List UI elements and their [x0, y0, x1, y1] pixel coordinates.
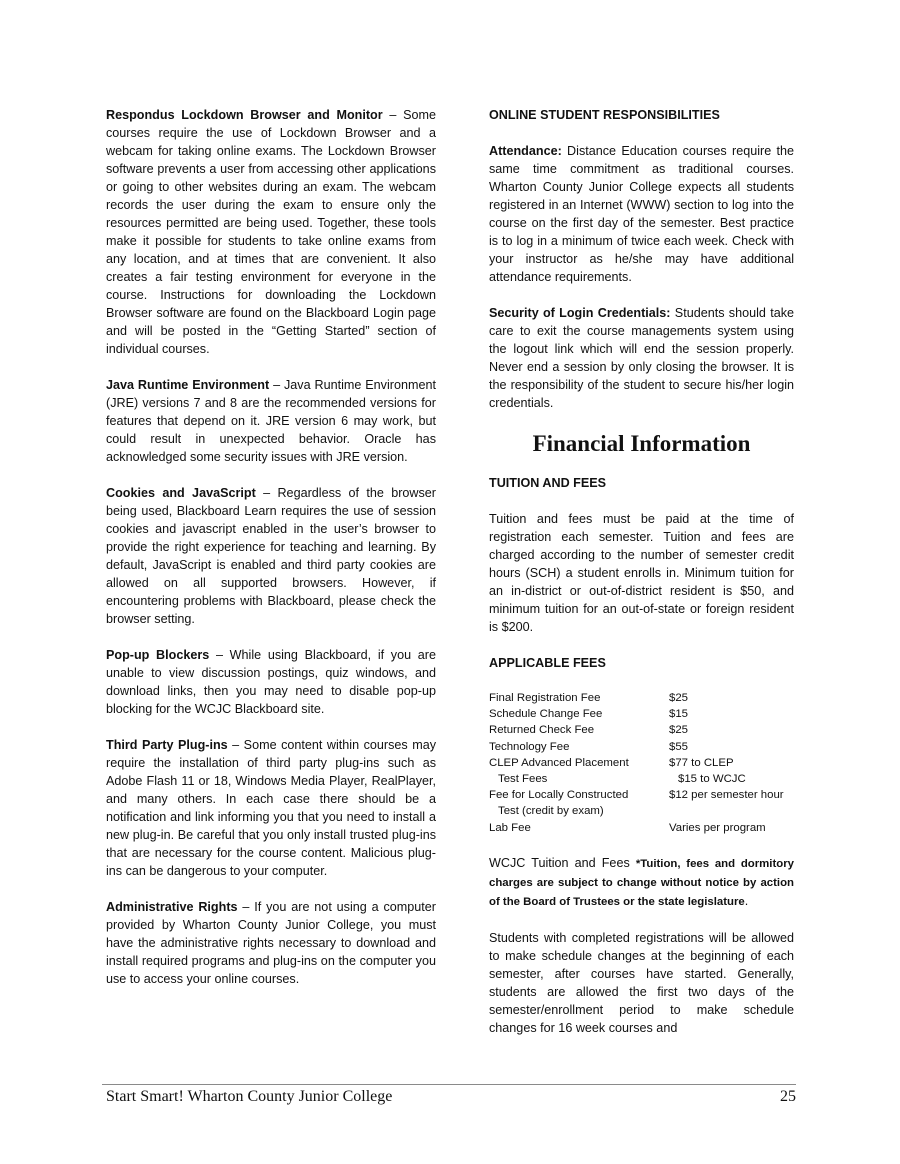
- fee-value: $25: [669, 724, 689, 737]
- financial-information-title: Financial Information: [532, 431, 751, 456]
- popup-blockers-paragraph: Pop-up Blockers – While using Blackboard, if you are unable to view discussion postings, quiz windows, and download links, then you may need to disable pop-up blocking for the WCJC Blackboard site.: [106, 648, 436, 716]
- fee-row: [489, 787, 794, 803]
- right-column: [489, 106, 794, 1055]
- tuition-fees-heading: TUITION AND FEES: [489, 476, 607, 490]
- cookies-javascript-heading: Cookies and JavaScript: [106, 486, 256, 500]
- administrative-rights-heading: Administrative Rights: [106, 900, 238, 914]
- fee-row: [489, 722, 794, 738]
- fee-row: [489, 803, 794, 819]
- attendance-heading: Attendance:: [489, 144, 562, 158]
- wcjc-fees-label: WCJC Tuition and Fees: [489, 855, 636, 870]
- fee-name: Schedule Change Fee: [489, 708, 603, 721]
- fee-value: $15: [669, 708, 689, 721]
- java-runtime-heading: Java Runtime Environment: [106, 378, 270, 392]
- popup-blockers-heading: Pop-up Blockers: [106, 648, 210, 662]
- fee-row: [489, 706, 794, 722]
- applicable-fees-heading: APPLICABLE FEES: [489, 656, 606, 670]
- attendance-paragraph: Attendance: Distance Education courses require the same time commitment as traditional courses. Wharton County Junior College expects all students registered in an Internet (WWW) section to log into the course on the first day of the semester. Best practice is to log in a minimum of twice each week. Check with your instructor as he/she may have additional attendance requirements.: [489, 144, 794, 284]
- fee-row: [489, 739, 794, 755]
- fee-value: $77 to CLEP: [669, 756, 734, 769]
- fee-name: Lab Fee: [489, 821, 531, 834]
- fee-row: [489, 690, 794, 706]
- third-party-plugins-heading: Third Party Plug-ins: [106, 738, 228, 752]
- fee-value: [678, 803, 794, 819]
- fee-value: $25: [669, 692, 689, 704]
- schedule-changes-paragraph: Students with completed registrations will be allowed to make schedule changes at the beginning of each semester, after courses have started. Generally, students are allowed the first two days of the semester/enrollment period to make schedule changes for 16 week courses and: [489, 930, 794, 1035]
- fee-value: $55: [669, 740, 689, 753]
- footer-divider: [102, 1084, 796, 1085]
- fee-name: Returned Check Fee: [489, 724, 595, 737]
- fees-table: [489, 690, 794, 836]
- fee-row: [489, 755, 794, 771]
- page-footer: [106, 1087, 796, 1107]
- wcjc-fees-note-paragraph: WCJC Tuition and Fees *Tuition, fees and dormitory charges are subject to change without notice by action of the Board of Trustees or the state legislature.: [489, 855, 794, 908]
- footer-title: Start Smart! Wharton County Junior College: [106, 1088, 393, 1105]
- fee-name: Test (credit by exam): [498, 805, 604, 818]
- security-paragraph: Security of Login Credentials: Students should take care to exit the course managements system using the logout link which will end the session properly. Never end a session by only closing the browser. It is the responsibility of the student to secure his/her login credentials.: [489, 306, 795, 410]
- administrative-rights-paragraph: Administrative Rights – If you are not using a computer provided by Wharton County Junior College, you must have the administrative rights necessary to download and install required programs and plug-ins on the computer you use to access your online courses.: [106, 900, 436, 986]
- fee-name: Technology Fee: [489, 740, 570, 753]
- fee-row: [489, 820, 794, 836]
- responsibilities-heading: ONLINE STUDENT RESPONSIBILITIES: [489, 108, 720, 122]
- wcjc-fees-disclaimer: *Tuition, fees and dormitory charges are subject to change without notice by action of the Board of Trustees or the state legislature: [489, 857, 794, 908]
- fee-value: $12 per semester hour: [669, 789, 784, 802]
- cookies-javascript-paragraph: Cookies and JavaScript – Regardless of the browser being used, Blackboard Learn requires the use of session cookies and javascript enabled in the user’s browser to provide the right experience for teaching and learning. By default, JavaScript is enabled and third party cookies are allowed on all supported browsers. However, if encountering problems with Blackboard, please check the browser setting.: [106, 486, 436, 626]
- fee-name: Fee for Locally Constructed: [489, 789, 629, 802]
- fee-name: Test Fees: [498, 773, 548, 786]
- third-party-plugins-paragraph: Third Party Plug-ins – Some content within courses may require the installation of third party plug-ins such as Adobe Flash 11 or 18, Windows Media Player, RealPlayer, and many others. In each case there should be a notification and link informing you that you need to install a new plug-in. Be careful that you only install trusted plug-ins that are necessary for the course content. Malicious plug-ins can be dangerous to your computer.: [106, 738, 437, 878]
- fee-value: Varies per program: [669, 821, 766, 834]
- lockdown-browser-heading: Respondus Lockdown Browser and Monitor: [106, 108, 383, 122]
- security-heading: Security of Login Credentials:: [489, 306, 671, 320]
- fee-row: [489, 771, 794, 787]
- page-number: 25: [780, 1088, 796, 1105]
- fee-value: $15 to WCJC: [678, 773, 746, 786]
- tuition-paragraph: Tuition and fees must be paid at the time of registration each semester. Tuition and fees are charged according to the number of semester credit hours (SCH) a student enrolls in. Minimum tuition for an in-district or out-of-district resident is $50, and minimum tuition for an out-of-state or foreign resident is $200.: [489, 512, 794, 634]
- fee-name: CLEP Advanced Placement: [489, 756, 629, 769]
- left-column: [106, 106, 436, 1006]
- fee-name: Final Registration Fee: [489, 692, 601, 704]
- java-runtime-paragraph: Java Runtime Environment – Java Runtime Environment (JRE) versions 7 and 8 are the recommended versions for features that depend on it. JRE version 6 may work, but could result in unexpected behavior. Oracle has acknowledged some security issues with JRE version.: [106, 378, 436, 464]
- lockdown-browser-paragraph: Respondus Lockdown Browser and Monitor – Some courses require the use of Lockdown Browser and a webcam for taking online exams. The Lockdown Browser software prevents a user from accessing other applications or going to other websites during an exam. The webcam records the user during the exam to ensure only the resources permitted are being used. Together, these tools make it possible for students to take online exams from any location, and at times that are convenient. It also creates a fair testing environment for everyone in the course. Instructions for downloading the Lockdown Browser software are found on the Blackboard Login page and will be posted in the “Getting Started” section of individual courses.: [106, 108, 436, 356]
